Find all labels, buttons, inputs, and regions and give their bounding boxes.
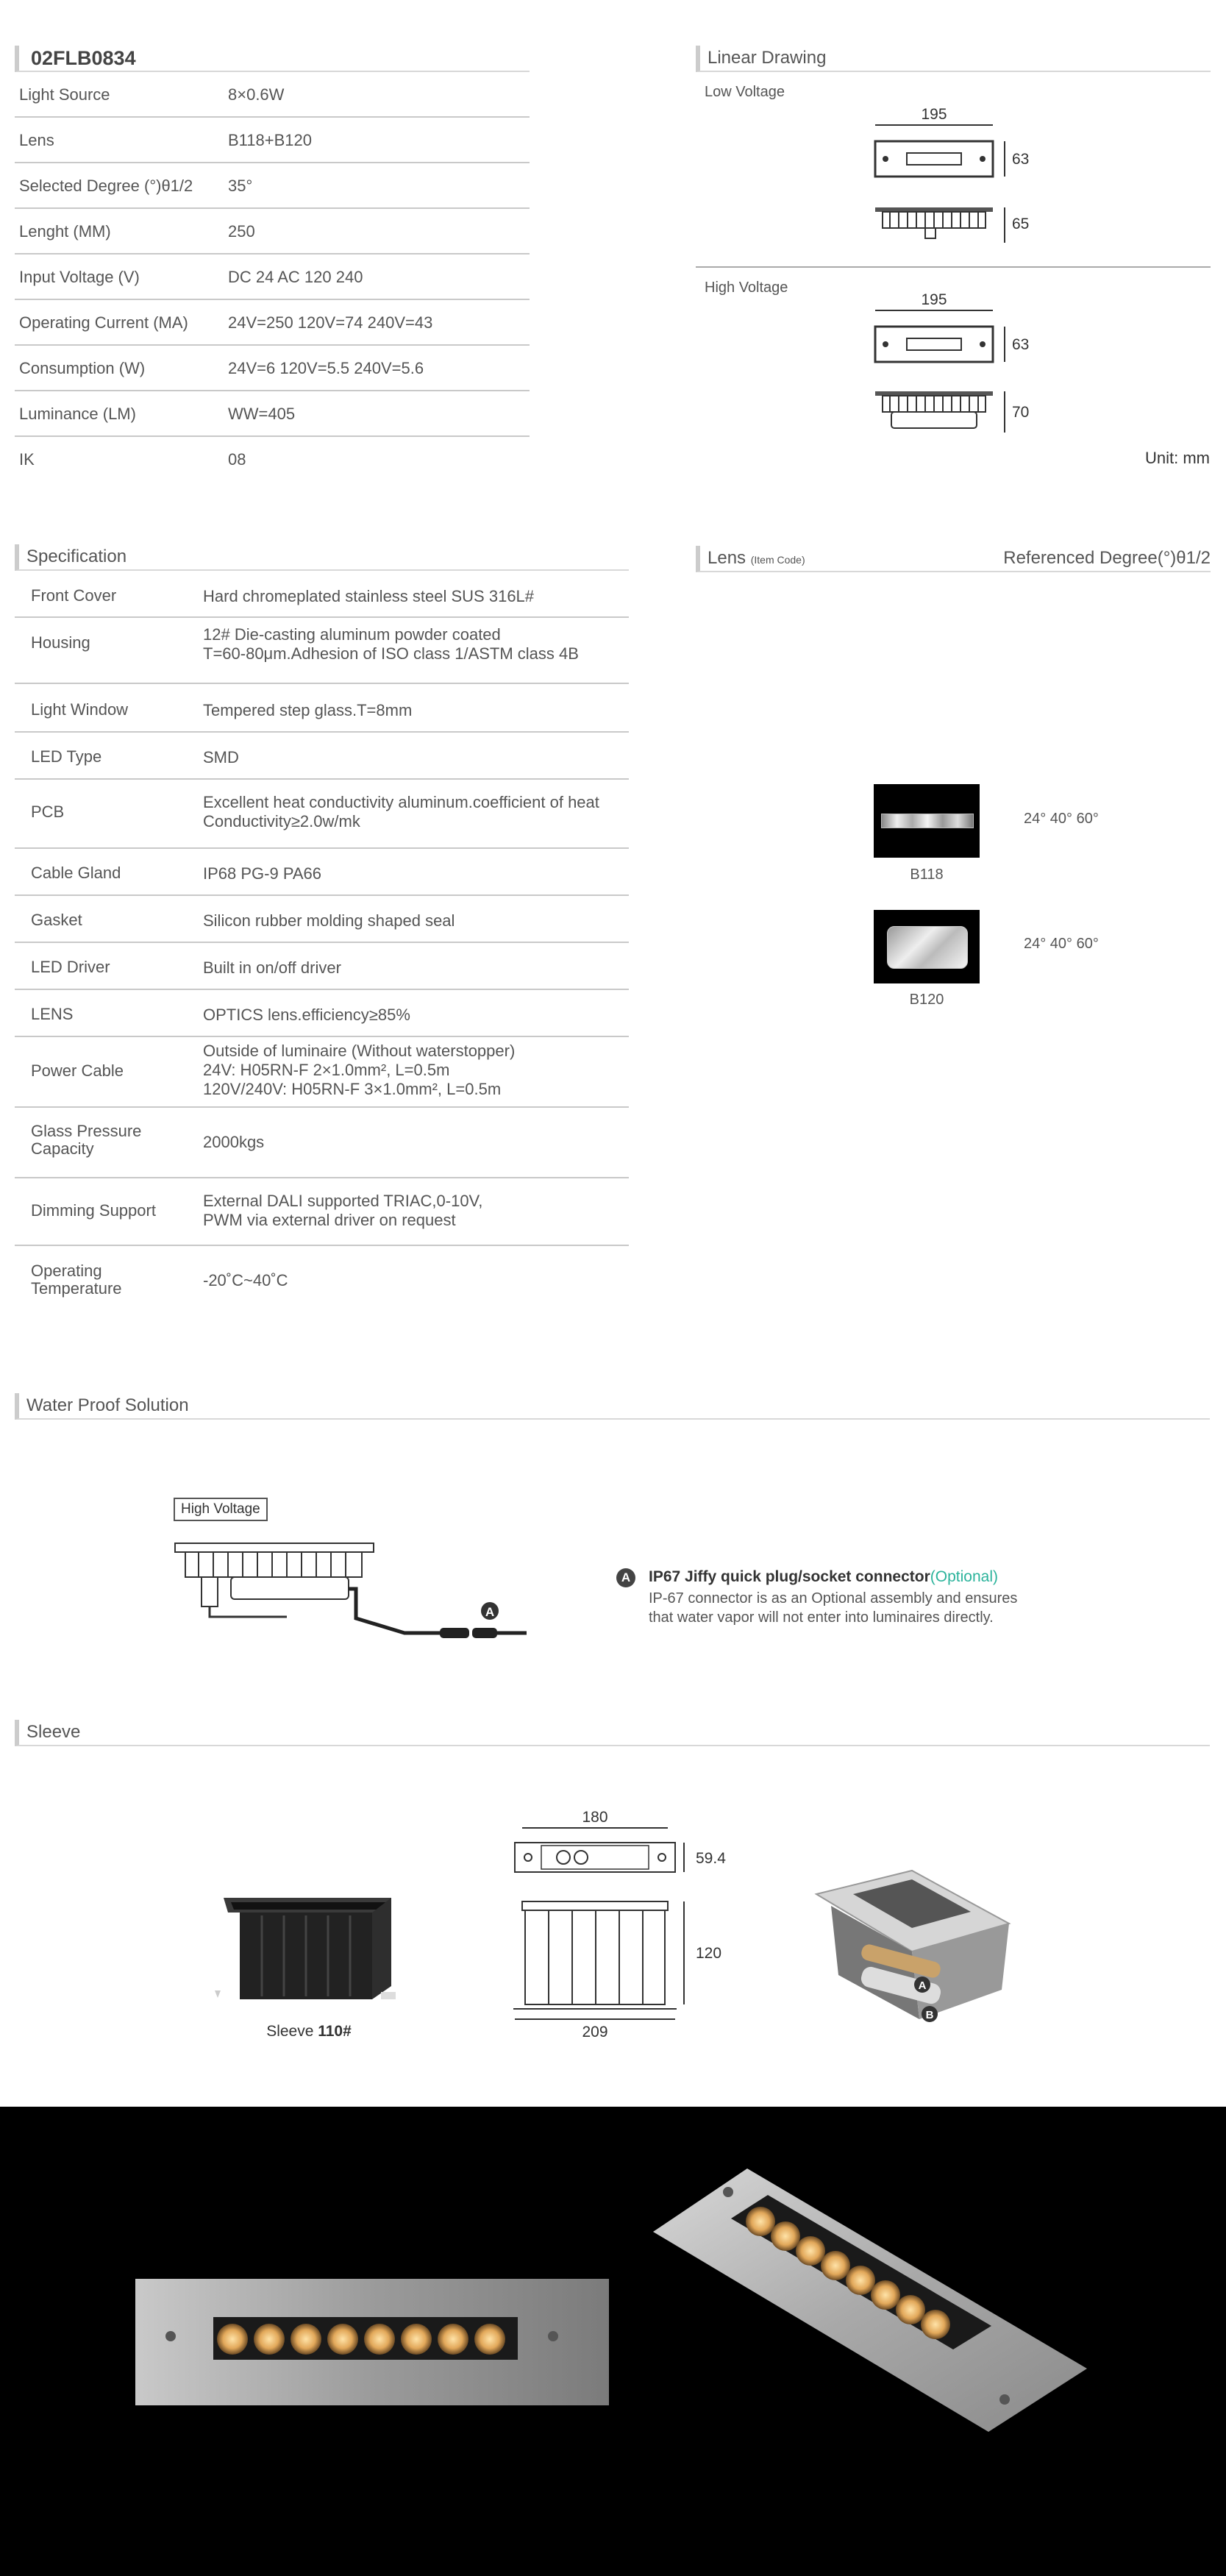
spec-label: Gasket: [31, 911, 82, 929]
lv-side-height: 65: [1012, 216, 1030, 232]
specification-title: Specification: [26, 547, 127, 566]
spec-label: Cable Gland: [31, 864, 121, 882]
sleeve-cutaway-photo: [809, 1865, 1015, 2041]
basic-spec-row: [15, 300, 530, 346]
basic-spec-label: Luminance (LM): [19, 405, 136, 423]
basic-spec-row: [15, 255, 530, 300]
spec-row: [15, 990, 629, 1037]
spec-value: Hard chromeplated stainless steel SUS 316L#: [203, 587, 535, 605]
lens-b118-degrees: 24° 40° 60°: [1024, 811, 1099, 827]
basic-spec-row: [15, 118, 530, 163]
high-voltage-label: High Voltage: [705, 280, 788, 296]
spec-row: [15, 849, 629, 896]
spec-value: Built in on/off driver: [203, 958, 341, 977]
basic-spec-row: [15, 209, 530, 255]
spec-value: SMD: [203, 748, 239, 766]
product-photo-render: [0, 2107, 1226, 2576]
sleeve-dim-right: 120: [696, 1945, 722, 1962]
basic-spec-value: 24V=250 120V=74 240V=43: [228, 313, 433, 332]
basic-spec-value: 24V=6 120V=5.5 240V=5.6: [228, 359, 424, 377]
water-proof-drawing: [169, 1537, 552, 1655]
spec-row: [15, 618, 629, 684]
spec-row: [15, 943, 629, 990]
sleeve-marker-a: A: [918, 1979, 927, 1992]
basic-spec-row: [15, 346, 530, 391]
basic-spec-value: 08: [228, 450, 246, 469]
spec-label: Light Window: [31, 700, 129, 719]
basic-spec-label: Light Source: [19, 85, 110, 104]
basic-spec-row: [15, 163, 530, 209]
spec-label: Housing: [31, 633, 90, 652]
linear-drawing-header: [696, 46, 1211, 72]
sleeve-title: Sleeve: [26, 1722, 81, 1742]
basic-spec-value: WW=405: [228, 405, 296, 423]
lv-front-height: 63: [1012, 151, 1030, 168]
basic-spec-value: 35°: [228, 177, 253, 195]
lens-b120-degrees: 24° 40° 60°: [1024, 936, 1099, 952]
spec-value: 2000kgs: [203, 1133, 265, 1151]
lens-degree-title: Referenced Degree(°)θ1/2: [1003, 548, 1211, 568]
model-code: 02FLB0834: [31, 47, 136, 69]
specification-header: [15, 544, 629, 571]
hv-front-height: 63: [1012, 336, 1030, 353]
low-voltage-label: Low Voltage: [705, 84, 785, 100]
lens-b120-code: B120: [909, 992, 944, 1008]
sleeve-photo: [210, 1883, 402, 2015]
sleeve-header: [15, 1720, 1210, 1746]
spec-label: LED Type: [31, 747, 102, 766]
sleeve-caption-prefix: Sleeve: [266, 2023, 318, 2040]
basic-spec-row: [15, 437, 530, 483]
spec-value: External DALI supported TRIAC,0-10V, PWM via external driver on request: [203, 1192, 483, 1229]
lv-width-dim: 195: [921, 106, 947, 123]
spec-value: Outside of luminaire (Without waterstopper) 24V: H05RN-F 2×1.0mm², L=0.5m 120V/240V: H05RN-F 3×1.0mm², L=0.5m: [203, 1042, 516, 1098]
lens-b120-image: [874, 910, 980, 983]
spec-value: -20˚C~40˚C: [203, 1271, 288, 1289]
spec-label: Front Cover: [31, 586, 117, 605]
spec-value: IP68 PG-9 PA66: [203, 864, 322, 883]
sleeve-dim-top: 180: [582, 1809, 608, 1826]
lv-hv-divider: [696, 266, 1211, 268]
high-voltage-drawing: [846, 288, 1066, 450]
hv-side-height: 70: [1012, 404, 1030, 421]
spec-value: Tempered step glass.T=8mm: [203, 701, 413, 719]
spec-row: [15, 1037, 629, 1108]
lens-b118-image: [874, 784, 980, 858]
basic-spec-value: DC 24 AC 120 240: [228, 268, 363, 286]
spec-label: LED Driver: [31, 958, 110, 976]
model-title: [15, 46, 530, 72]
linear-drawing-title: Linear Drawing: [708, 48, 827, 68]
basic-spec-label: Selected Degree (°)θ1/2: [19, 177, 193, 195]
low-voltage-drawing: [846, 103, 1066, 257]
lens-header: [696, 546, 1211, 572]
connector-description: IP-67 connector is as an Optional assembly and ensures that water vapor will not enter into luminaires directly.: [649, 1590, 1018, 1626]
water-proof-title: Water Proof Solution: [26, 1395, 189, 1415]
spec-value: OPTICS lens.efficiency≥85%: [203, 1006, 410, 1024]
basic-spec-label: IK: [19, 450, 35, 469]
spec-row: [15, 684, 629, 733]
basic-spec-label: Consumption (W): [19, 359, 146, 377]
spec-row: [15, 733, 629, 780]
high-voltage-tag: High Voltage: [174, 1498, 268, 1521]
basic-spec-value: 8×0.6W: [228, 85, 285, 104]
basic-spec-label: Operating Current (MA): [19, 313, 188, 332]
lens-title-sub: (Item Code): [750, 554, 805, 566]
spec-row: [15, 571, 629, 618]
connector-title: IP67 Jiffy quick plug/socket connector: [649, 1568, 930, 1585]
basic-spec-label: Lenght (MM): [19, 222, 111, 241]
spec-row: [15, 1246, 629, 1317]
sleeve-caption-code: 110#: [318, 2023, 352, 2040]
basic-spec-row: [15, 391, 530, 437]
spec-row: [15, 896, 629, 943]
water-proof-header: [15, 1393, 1210, 1420]
basic-spec-value: B118+B120: [228, 131, 312, 149]
spec-label: Power Cable: [31, 1061, 124, 1080]
spec-value: 12# Die-casting aluminum powder coated T=60-80μm.Adhesion of ISO class 1/ASTM class 4B: [203, 625, 579, 663]
sleeve-dim-right-top: 59.4: [696, 1850, 726, 1867]
basic-spec-label: Lens: [19, 131, 54, 149]
spec-label: Operating Temperature: [31, 1262, 122, 1298]
spec-value: Silicon rubber molding shaped seal: [203, 911, 455, 930]
spec-row: [15, 780, 629, 849]
product-photo: [0, 2107, 1226, 2576]
connector-marker-letter: A: [621, 1570, 631, 1584]
sleeve-caption: [250, 2023, 368, 2040]
lens-b118-code: B118: [910, 867, 944, 883]
lens-title: Lens: [708, 548, 746, 568]
hv-width-dim: 195: [921, 291, 947, 308]
connector-optional: (Optional): [930, 1568, 998, 1585]
spec-row: [15, 1108, 629, 1178]
spec-label: PCB: [31, 803, 65, 821]
spec-label: Glass Pressure Capacity: [31, 1122, 142, 1158]
sleeve-dim-bottom: 209: [582, 2024, 608, 2040]
basic-spec-row: [15, 72, 530, 118]
sleeve-marker-b: B: [925, 2009, 934, 2021]
connector-marker: A: [485, 1605, 495, 1619]
spec-value: Excellent heat conductivity aluminum.coefficient of heat Conductivity≥2.0w/mk: [203, 793, 599, 830]
sleeve-dimension-drawing: [507, 1806, 743, 2041]
spec-label: Dimming Support: [31, 1201, 156, 1220]
basic-spec-label: Input Voltage (V): [19, 268, 140, 286]
unit-note: Unit: mm: [1145, 449, 1210, 467]
basic-spec-value: 250: [228, 222, 255, 241]
spec-row: [15, 1178, 629, 1246]
connector-marker-badge: [616, 1568, 635, 1587]
spec-label: LENS: [31, 1005, 74, 1023]
